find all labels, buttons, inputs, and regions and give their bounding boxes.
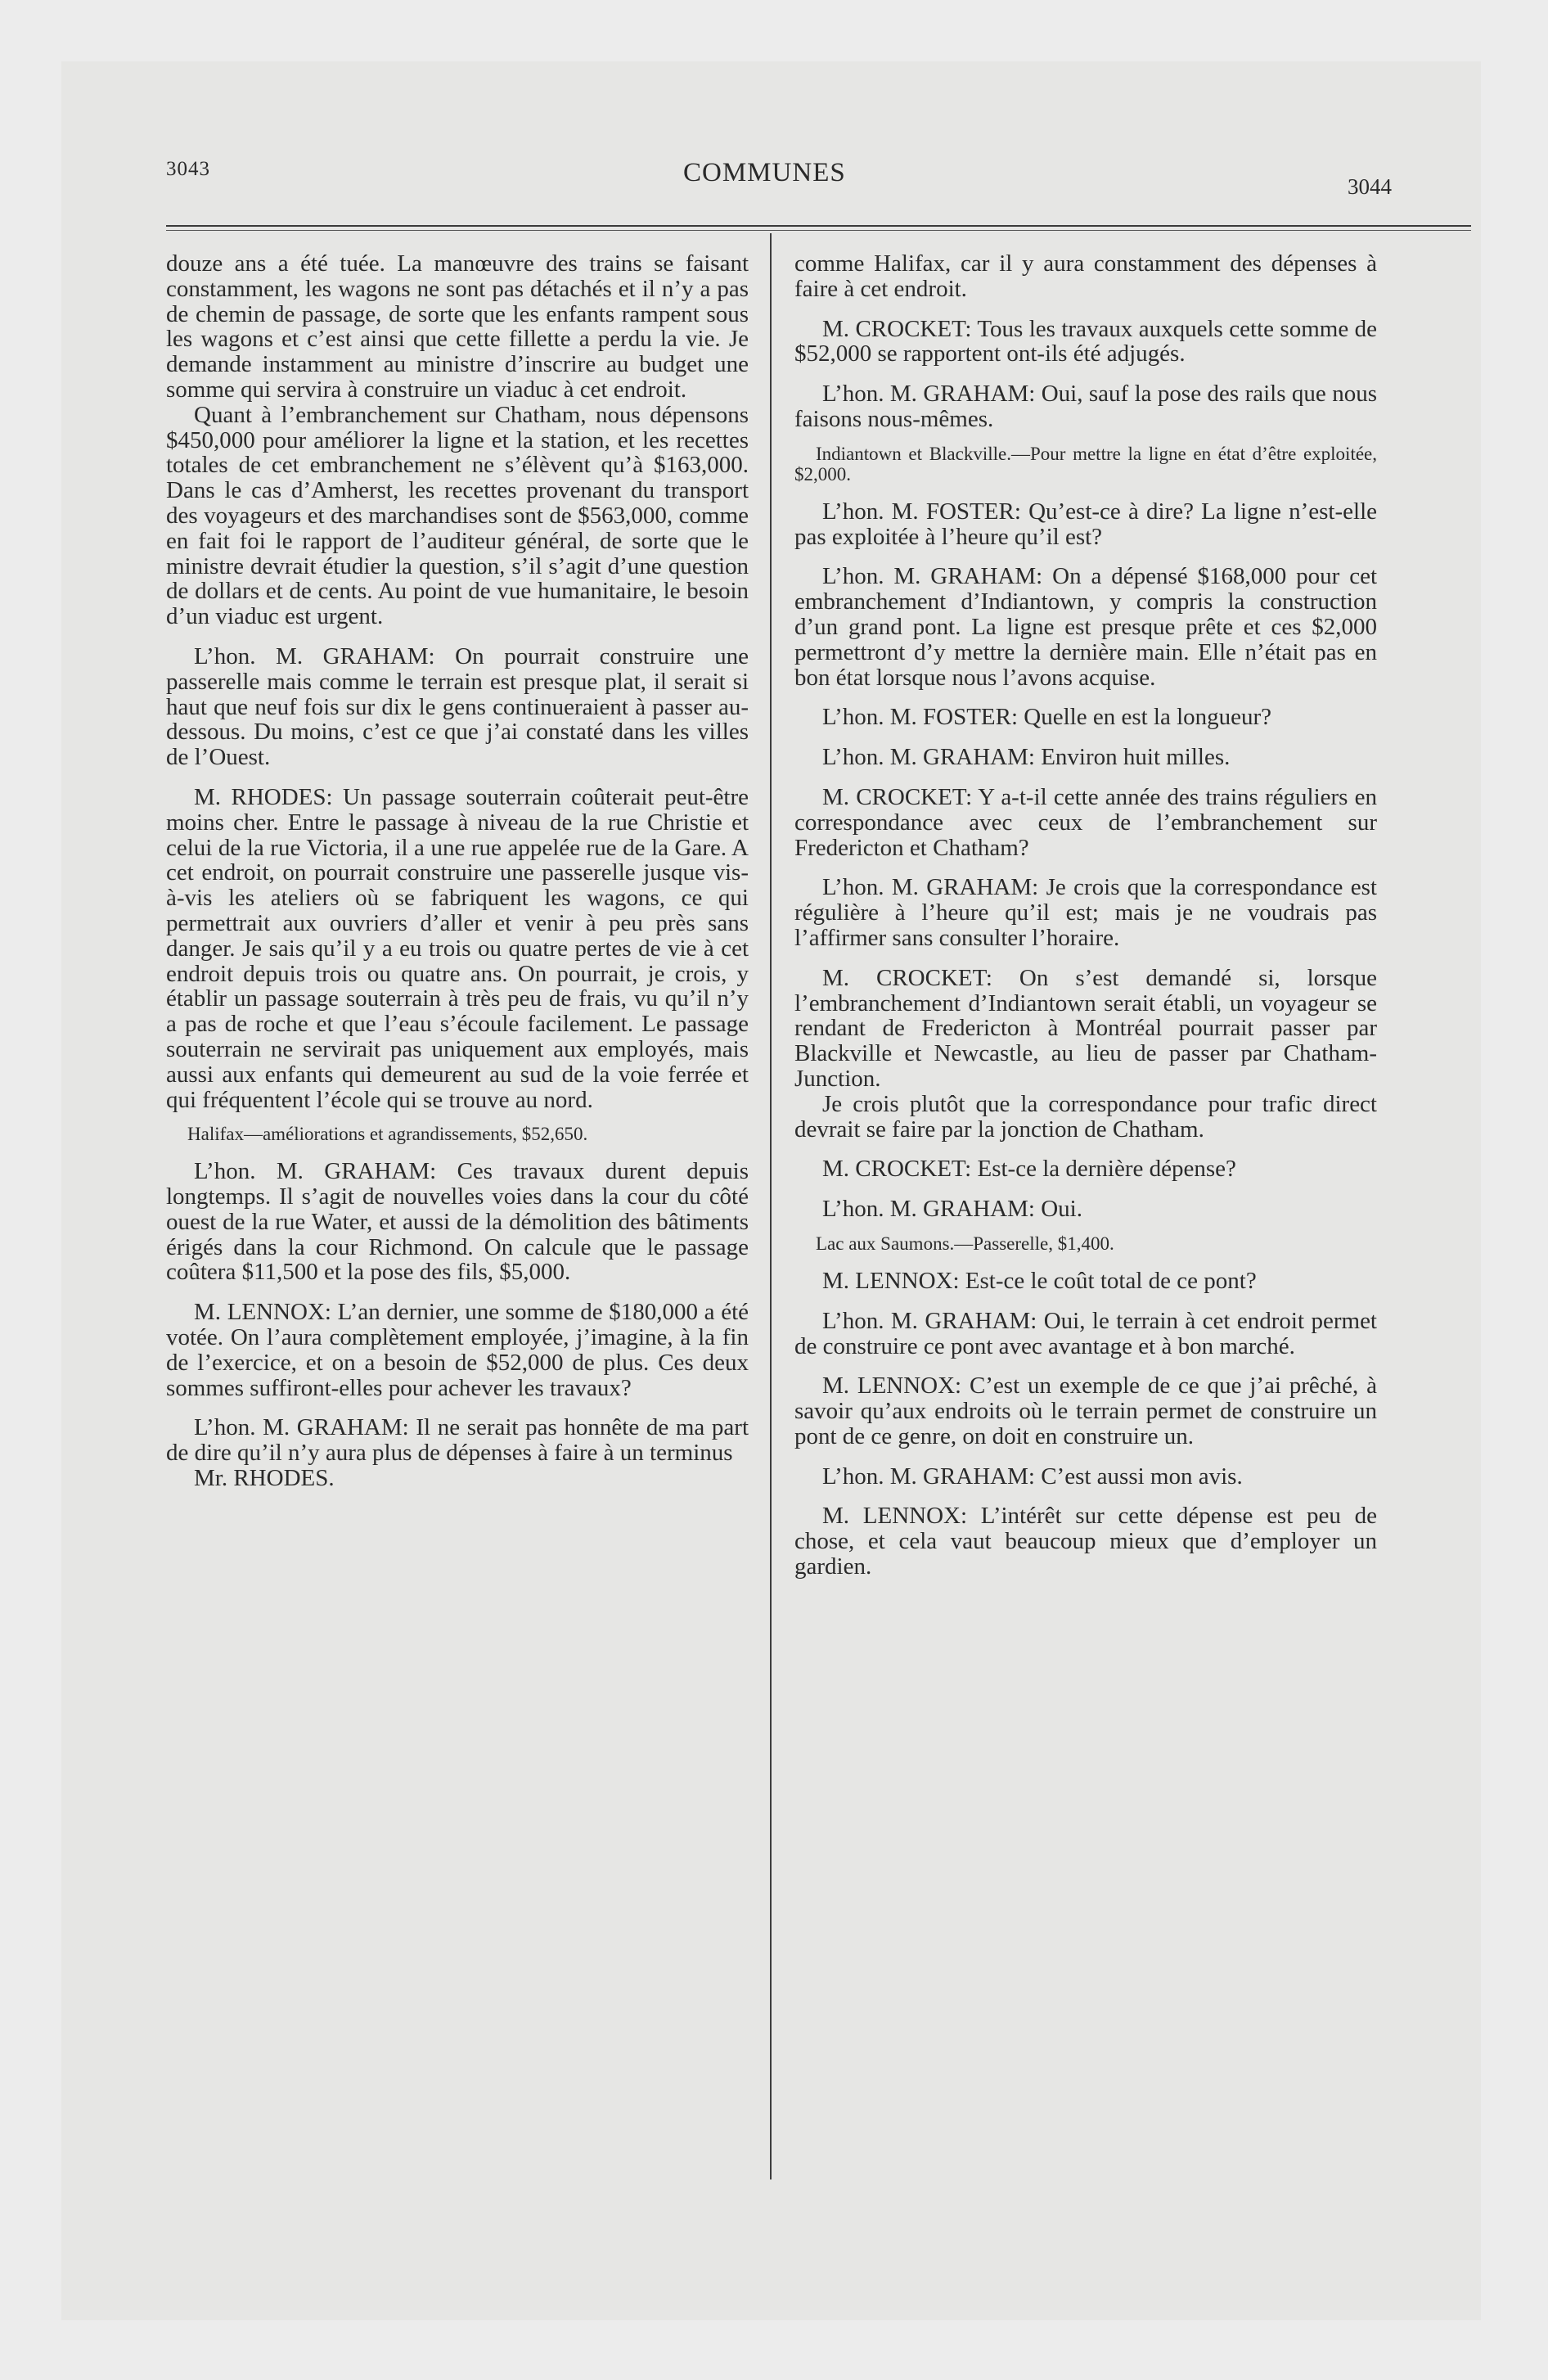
running-title: COMMUNES (683, 158, 846, 187)
budget-item-halifax: Halifax—améliorations et agrandissements, $52,650. (187, 1124, 588, 1145)
paragraph-graham-correspondance: L’hon. M. GRAHAM: Je crois que la correspondance est régulière à l’heure qu’il est; mais je ne voudrais pas l’affirmer sans consulter l’horaire. (794, 874, 1377, 951)
page-header (61, 61, 1481, 201)
paragraph-lennox-cout: M. LENNOX: Est-ce le coût total de ce pont? (822, 1267, 1257, 1294)
page-number-left: 3043 (166, 158, 210, 180)
paragraph-graham-passerelle: L’hon. M. GRAHAM: On pourrait construire une passerelle mais comme le terrain est presque plat, il serait si haut que neuf fois sur dix le gens continueraient à passer au-dessous. Du moins, c’est ce que j’ai constaté dans les villes de l’Ouest. (166, 642, 749, 771)
paragraph-graham-oui: L’hon. M. GRAHAM: Oui. (822, 1196, 1082, 1223)
paragraph-graham-terrain: L’hon. M. GRAHAM: Oui, le terrain à cet endroit permet de construire ce pont avec avantage et à bon marché. (794, 1307, 1377, 1359)
right-column (794, 251, 1377, 1580)
signature-footer: Mr. RHODES. (194, 1465, 335, 1492)
header-rule-secondary (166, 230, 1471, 231)
paragraph-crocket-adjuges: M. CROCKET: Tous les travaux auxquels cette somme de $52,000 se rapportent ont-ils été adjugés. (794, 315, 1377, 367)
paragraph-graham-milles: L’hon. M. GRAHAM: Environ huit milles. (822, 744, 1231, 771)
paragraph-graham-168000: L’hon. M. GRAHAM: On a dépensé $168,000 pour cet embranchement d’Indiantown, y compris la construction d’un grand pont. La ligne est presque prête et ces $2,000 permettront d’y mettre la dernière main. Elle n’était pas en bon état lorsque nous l’avons acquise. (794, 563, 1377, 691)
paragraph-graham-halifax: L’hon. M. GRAHAM: Ces travaux durent depuis longtemps. Il s’agit de nouvelles voies dans la cour du côté ouest de la rue Water, et aussi de la démolition des bâtiments érigés dans la cour Richmond. On calcule que le passage coûtera $11,500 et la pose des fils, $5,000. (166, 1158, 749, 1286)
paragraph-lennox-interet: M. LENNOX: L’intérêt sur cette dépense est peu de chose, et cela vaut beaucoup mieux que d’employer un gardien. (794, 1503, 1377, 1580)
paragraph-crocket-montreal: M. CROCKET: On s’est demandé si, lorsque l’embranchement d’Indiantown serait établi, un voyageur se rendant de Fredericton à Montréal pourrait passer par Blackville et Newcastle, au lieu de passer par Chatham-Junction. (794, 964, 1377, 1092)
paragraph-lennox-exemple: M. LENNOX: C’est un exemple de ce que j’ai prêché, à savoir qu’aux endroits où le terrain permet de construire un pont de ce genre, on doit en construire un. (794, 1373, 1377, 1449)
paragraph-crocket-depense: M. CROCKET: Est-ce la dernière dépense? (822, 1156, 1236, 1183)
header-rule (166, 225, 1471, 227)
paragraph-chatham: Quant à l’embranchement sur Chatham, nous dépensons $450,000 pour améliorer la ligne et la station, et les recettes totales de cet embranchement ne s’élèvent qu’à $163,000. Dans le cas d’Amherst, les recettes provenant du transport des voyageurs et des marchandises sont de $563,000, comme en fait foi le rapport de l’auditeur général, de sorte que le ministre devrait étudier la question, s’il s’agit d’une question de dollars et de cents. Au point de vue humanitaire, le besoin d’un viaduc est urgent. (166, 401, 749, 630)
paragraph-graham-avis: L’hon. M. GRAHAM: C’est aussi mon avis. (822, 1463, 1243, 1490)
paragraph-graham-terminus: L’hon. M. GRAHAM: Il ne serait pas honnête de ma part de dire qu’il n’y aura plus de dépenses à faire à un terminus (166, 1414, 749, 1467)
paragraph-continuation-right: comme Halifax, car il y aura constamment des dépenses à faire à cet endroit. (794, 250, 1377, 302)
page-number-right: 3044 (1348, 174, 1392, 199)
paragraph-rhodes: M. RHODES: Un passage souterrain coûterait peut-être moins cher. Entre le passage à niveau de la rue Christie et celui de la rue Victoria, il a une rue appelée rue de la Gare. A cet endroit, on pourrait construire une passerelle jusque vis-à-vis les ateliers où se fabriquent les wagons, ce qui permettrait aux ouvriers d’aller et venir à peu près sans danger. Je sais qu’il y a eu trois ou quatre pertes de vie à cet endroit depuis trois ou quatre ans. On pourrait, je crois, y établir un passage souterrain à très peu de frais, vu qu’il n’y a pas de roche et que l’eau s’écoule facilement. Le passage souterrain ne servirait pas uniquement aux employés, mais aussi aux enfants qui demeurent au sud de la voie ferrée et qui fréquentent l’école qui se trouve au nord. (166, 783, 749, 1113)
budget-item-indiantown: Indiantown et Blackville.—Pour mettre la ligne en état d’être exploitée, $2,000. (794, 443, 1377, 485)
paragraph-continuation: douze ans a été tuée. La manœuvre des trains se faisant constamment, les wagons ne sont pas détachés et il n’y a pas de chemin de passage, de sorte que les enfants rampent sous les wagons et c’est ainsi que cette fillette a perdu la vie. Je demande instamment au ministre d’inscrire au budget une somme qui servira à construire un viaduc à cet endroit. (166, 250, 749, 403)
paragraph-foster-exploitee: L’hon. M. FOSTER: Qu’est-ce à dire? La ligne n’est-elle pas exploitée à l’heure qu’il est? (794, 498, 1377, 550)
paragraph-lennox-180000: M. LENNOX: L’an dernier, une somme de $180,000 a été votée. On l’aura complètement employée, j’imagine, à la fin de l’exercice, et on a besoin de $52,000 de plus. Ces deux sommes suffiront-elles pour achever les travaux? (166, 1299, 749, 1401)
paragraph-jonction: Je crois plutôt que la correspondance pour trafic direct devrait se faire par la jonction de Chatham. (794, 1090, 1377, 1143)
paragraph-graham-rails: L’hon. M. GRAHAM: Oui, sauf la pose des rails que nous faisons nous-mêmes. (794, 381, 1377, 432)
scanned-page (61, 61, 1481, 2320)
budget-item-lac-aux-saumons: Lac aux Saumons.—Passerelle, $1,400. (816, 1233, 1114, 1254)
paragraph-crocket-trains: M. CROCKET: Y a-t-il cette année des trains réguliers en correspondance avec ceux de l’embranchement sur Fredericton et Chatham? (794, 783, 1377, 861)
left-column (166, 251, 749, 1491)
column-divider (770, 233, 772, 2179)
paragraph-foster-longueur: L’hon. M. FOSTER: Quelle en est la longueur? (822, 704, 1272, 731)
